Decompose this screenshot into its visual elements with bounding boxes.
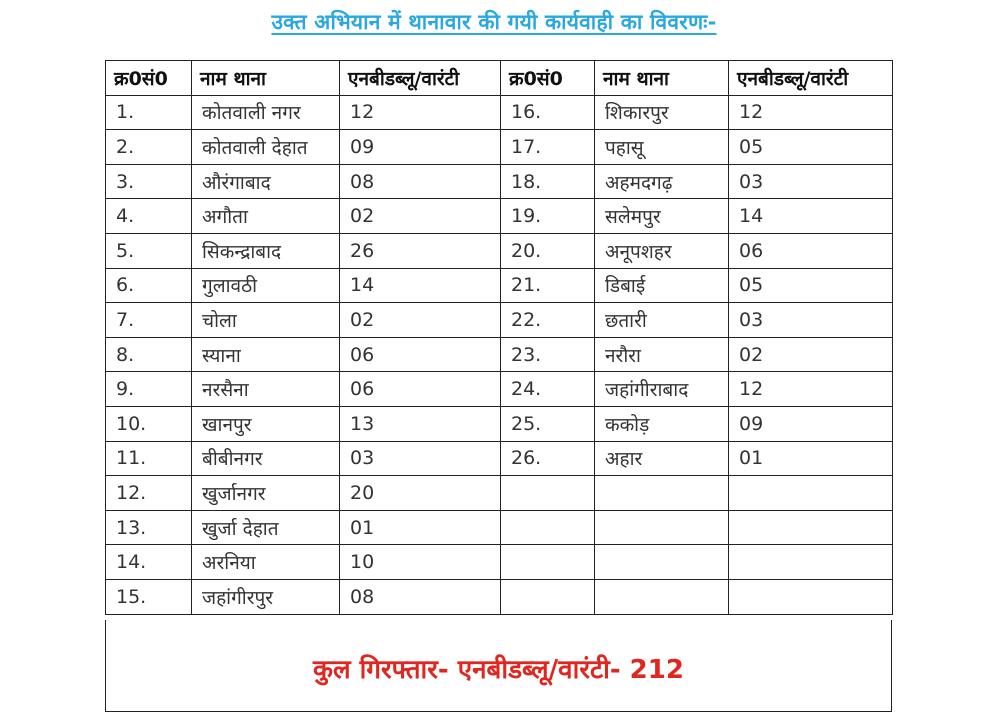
station-name-cell: जहांगीरपुर — [192, 579, 340, 614]
serial-cell: 4. — [106, 199, 192, 234]
station-name-cell: कोतवाली देहात — [192, 130, 340, 165]
station-name-cell: छतारी — [595, 303, 729, 338]
table-row — [106, 545, 893, 580]
table-row — [106, 406, 893, 441]
table-row — [106, 95, 893, 130]
serial-cell — [501, 545, 595, 580]
warrant-count-cell: 05 — [729, 130, 893, 165]
serial-cell: 15. — [106, 579, 192, 614]
station-name-cell: अरनिया — [192, 545, 340, 580]
header-warrant-count-left: एनबीडब्लू/वारंटी — [340, 61, 501, 96]
serial-cell: 18. — [501, 164, 595, 199]
serial-cell: 21. — [501, 268, 595, 303]
warrant-count-cell: 13 — [340, 406, 501, 441]
station-name-cell: बीबीनगर — [192, 441, 340, 476]
warrant-count-cell: 03 — [729, 164, 893, 199]
table-row — [106, 579, 893, 614]
table-row — [106, 510, 893, 545]
warrant-count-cell: 06 — [340, 372, 501, 407]
warrant-count-cell: 10 — [340, 545, 501, 580]
warrant-count-cell — [729, 545, 893, 580]
warrant-count-cell: 02 — [340, 199, 501, 234]
station-name-cell: अनूपशहर — [595, 233, 729, 268]
total-row — [105, 620, 892, 712]
warrant-count-cell: 08 — [340, 164, 501, 199]
table-row — [106, 164, 893, 199]
station-name-cell: अगौता — [192, 199, 340, 234]
table-row — [106, 268, 893, 303]
table-row — [106, 372, 893, 407]
serial-cell: 8. — [106, 337, 192, 372]
header-station-name-right: नाम थाना — [595, 61, 729, 96]
serial-cell: 5. — [106, 233, 192, 268]
serial-cell: 10. — [106, 406, 192, 441]
serial-cell — [501, 510, 595, 545]
station-name-cell: अहमदगढ़ — [595, 164, 729, 199]
serial-cell: 7. — [106, 303, 192, 338]
table-row — [106, 130, 893, 165]
station-name-cell: गुलावठी — [192, 268, 340, 303]
warrant-count-cell: 14 — [729, 199, 893, 234]
warrant-count-cell: 12 — [729, 372, 893, 407]
table-row — [106, 476, 893, 511]
serial-cell: 24. — [501, 372, 595, 407]
table-row — [106, 337, 893, 372]
station-name-cell — [595, 510, 729, 545]
warrant-count-cell — [729, 510, 893, 545]
serial-cell — [501, 579, 595, 614]
header-station-name-left: नाम थाना — [192, 61, 340, 96]
warrant-count-cell: 09 — [340, 130, 501, 165]
station-name-cell: डिबाई — [595, 268, 729, 303]
serial-cell: 16. — [501, 95, 595, 130]
serial-cell: 13. — [106, 510, 192, 545]
serial-cell: 1. — [106, 95, 192, 130]
table-body — [106, 95, 893, 614]
station-name-cell — [595, 545, 729, 580]
warrant-count-cell: 26 — [340, 233, 501, 268]
warrant-count-cell: 20 — [340, 476, 501, 511]
station-name-cell: जहांगीराबाद — [595, 372, 729, 407]
serial-cell: 23. — [501, 337, 595, 372]
total-arrests-text: कुल गिरफ्तार- एनबीडब्लू/वारंटी- 212 — [313, 654, 684, 685]
warrant-count-cell: 03 — [340, 441, 501, 476]
station-name-cell: खानपुर — [192, 406, 340, 441]
warrant-count-cell: 02 — [729, 337, 893, 372]
serial-cell: 9. — [106, 372, 192, 407]
station-name-cell: औरंगाबाद — [192, 164, 340, 199]
warrant-count-cell: 01 — [340, 510, 501, 545]
page-heading: उक्त अभियान में थानावार की गयी कार्यवाही का विवरणः- — [271, 10, 717, 34]
station-name-cell: सिकन्द्राबाद — [192, 233, 340, 268]
warrant-count-cell: 05 — [729, 268, 893, 303]
serial-cell: 12. — [106, 476, 192, 511]
station-name-cell: ककोड़ — [595, 406, 729, 441]
serial-cell: 17. — [501, 130, 595, 165]
warrant-count-cell: 09 — [729, 406, 893, 441]
station-name-cell — [595, 579, 729, 614]
table-row — [106, 199, 893, 234]
station-name-cell: अहार — [595, 441, 729, 476]
header-serial-right: क्र0सं0 — [501, 61, 595, 96]
station-name-cell: कोतवाली नगर — [192, 95, 340, 130]
station-name-cell: नरसैना — [192, 372, 340, 407]
serial-cell — [501, 476, 595, 511]
warrant-count-cell — [729, 579, 893, 614]
police-station-table — [105, 60, 893, 615]
warrant-count-cell: 14 — [340, 268, 501, 303]
header-warrant-count-right: एनबीडब्लू/वारंटी — [729, 61, 893, 96]
station-name-cell: स्याना — [192, 337, 340, 372]
serial-cell: 14. — [106, 545, 192, 580]
serial-cell: 2. — [106, 130, 192, 165]
table-header-row — [106, 61, 893, 96]
serial-cell: 22. — [501, 303, 595, 338]
serial-cell: 3. — [106, 164, 192, 199]
table-row — [106, 441, 893, 476]
serial-cell: 26. — [501, 441, 595, 476]
station-name-cell: खुर्जा देहात — [192, 510, 340, 545]
station-name-cell: सलेमपुर — [595, 199, 729, 234]
table-row — [106, 303, 893, 338]
station-name-cell: नरौरा — [595, 337, 729, 372]
station-name-cell: पहासू — [595, 130, 729, 165]
warrant-count-cell: 06 — [340, 337, 501, 372]
station-name-cell: शिकारपुर — [595, 95, 729, 130]
serial-cell: 19. — [501, 199, 595, 234]
table-row — [106, 233, 893, 268]
header-serial-left: क्र0सं0 — [106, 61, 192, 96]
station-name-cell: चोला — [192, 303, 340, 338]
warrant-count-cell: 12 — [340, 95, 501, 130]
serial-cell: 20. — [501, 233, 595, 268]
serial-cell: 6. — [106, 268, 192, 303]
station-name-cell: खुर्जानगर — [192, 476, 340, 511]
station-name-cell — [595, 476, 729, 511]
warrant-count-cell: 08 — [340, 579, 501, 614]
warrant-count-cell: 03 — [729, 303, 893, 338]
warrant-count-cell: 12 — [729, 95, 893, 130]
serial-cell: 11. — [106, 441, 192, 476]
warrant-count-cell — [729, 476, 893, 511]
warrant-count-cell: 02 — [340, 303, 501, 338]
warrant-count-cell: 01 — [729, 441, 893, 476]
serial-cell: 25. — [501, 406, 595, 441]
warrant-count-cell: 06 — [729, 233, 893, 268]
